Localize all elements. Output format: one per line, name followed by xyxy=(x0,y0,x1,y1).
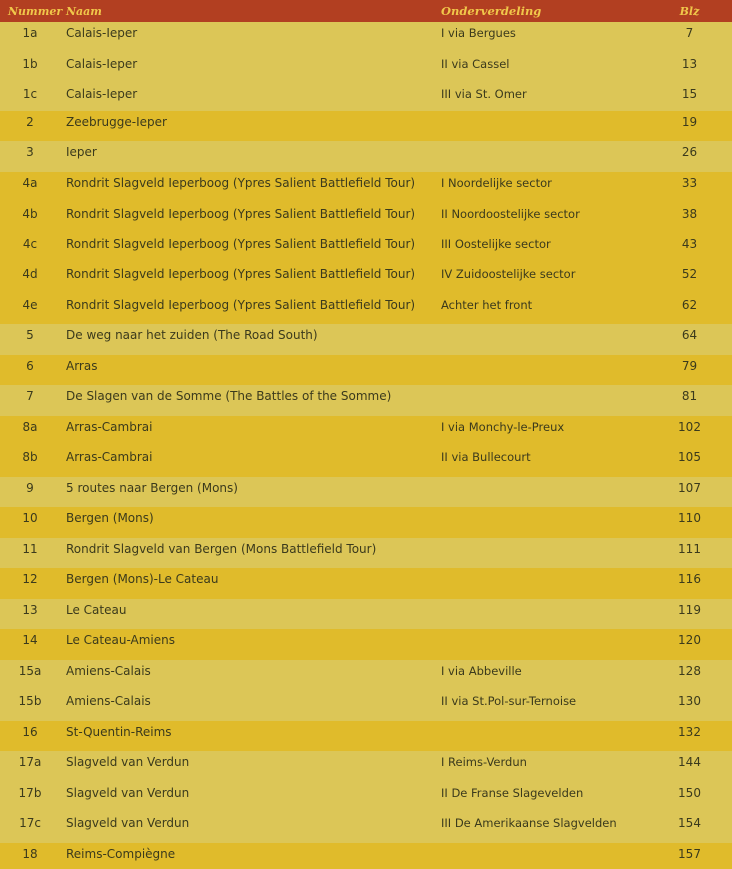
row-nummer: 4b xyxy=(22,207,38,221)
row-blz: 26 xyxy=(681,145,698,159)
table-row xyxy=(0,599,732,629)
row-onderverdeling: IV Zuidoostelijke sector xyxy=(441,267,576,281)
row-blz: 154 xyxy=(678,816,701,830)
row-onderverdeling: I Reims-Verdun xyxy=(441,755,527,769)
row-onderverdeling: III Oostelijke sector xyxy=(441,237,551,251)
table-row xyxy=(0,385,732,416)
row-naam: St-Quentin-Reims xyxy=(66,725,172,739)
row-onderverdeling: II De Franse Slagevelden xyxy=(441,786,584,800)
table-row xyxy=(0,538,732,568)
row-blz: 7 xyxy=(685,26,694,40)
row-nummer: 11 xyxy=(22,542,38,556)
row-onderverdeling: II Noordoostelijke sector xyxy=(441,207,580,221)
row-onderverdeling xyxy=(441,141,661,172)
row-naam: Rondrit Slagveld Ieperboog (Ypres Salient Battlefield Tour) xyxy=(66,267,416,281)
col-header-naam: Naam xyxy=(66,0,441,22)
row-nummer: 4a xyxy=(22,176,38,190)
table-row xyxy=(0,782,732,812)
row-blz: 64 xyxy=(681,328,698,342)
row-nummer: 13 xyxy=(22,603,38,617)
row-onderverdeling xyxy=(441,355,661,385)
row-naam: Le Cateau xyxy=(66,603,127,617)
table-row xyxy=(0,660,732,690)
table-row xyxy=(0,83,732,111)
table-row xyxy=(0,751,732,782)
row-blz: 105 xyxy=(678,450,701,464)
row-onderverdeling xyxy=(441,629,661,660)
row-nummer: 8a xyxy=(22,420,38,434)
row-blz: 150 xyxy=(678,786,701,800)
table-row xyxy=(0,22,732,53)
row-nummer: 16 xyxy=(22,725,38,739)
row-onderverdeling: I via Abbeville xyxy=(441,664,522,678)
row-onderverdeling xyxy=(441,843,661,869)
row-naam: Rondrit Slagveld Ieperboog (Ypres Salient Battlefield Tour) xyxy=(66,207,416,221)
table-row xyxy=(0,812,732,843)
row-naam: De weg naar het zuiden (The Road South) xyxy=(66,328,318,342)
row-onderverdeling: I Noordelijke sector xyxy=(441,176,552,190)
row-nummer: 4d xyxy=(22,267,38,281)
table-row xyxy=(0,843,732,869)
row-onderverdeling: I via Monchy-le-Preux xyxy=(441,420,565,434)
row-onderverdeling xyxy=(441,568,661,599)
table-row xyxy=(0,53,732,83)
row-naam: Arras-Cambrai xyxy=(66,420,153,434)
row-naam: Le Cateau-Amiens xyxy=(66,633,175,647)
row-naam: Calais-Ieper xyxy=(66,87,138,101)
row-nummer: 8b xyxy=(22,450,38,464)
row-naam: Slagveld van Verdun xyxy=(66,786,190,800)
table-row xyxy=(0,294,732,324)
row-onderverdeling xyxy=(441,111,661,141)
row-nummer: 15a xyxy=(18,664,42,678)
row-blz: 132 xyxy=(678,725,701,739)
row-onderverdeling xyxy=(441,477,661,507)
table-row xyxy=(0,263,732,294)
table-row xyxy=(0,172,732,203)
row-naam: Ieper xyxy=(66,145,97,159)
row-blz: 81 xyxy=(681,389,698,403)
row-blz: 111 xyxy=(678,542,701,556)
row-nummer: 17b xyxy=(18,786,42,800)
row-nummer: 2 xyxy=(26,115,34,129)
row-blz: 130 xyxy=(678,694,701,708)
row-blz: 144 xyxy=(678,755,701,769)
table-row xyxy=(0,233,732,263)
table-row xyxy=(0,568,732,599)
row-blz: 43 xyxy=(681,237,698,251)
row-nummer: 14 xyxy=(22,633,38,647)
row-onderverdeling xyxy=(441,538,661,568)
col-header-blz: Blz xyxy=(661,0,732,22)
row-nummer: 1b xyxy=(22,57,38,71)
table-row xyxy=(0,324,732,355)
row-naam: Calais-Ieper xyxy=(66,57,138,71)
table-row xyxy=(0,446,732,477)
row-blz: 33 xyxy=(681,176,698,190)
row-onderverdeling xyxy=(441,324,661,355)
row-naam: Bergen (Mons)-Le Cateau xyxy=(66,572,219,586)
row-naam: De Slagen van de Somme (The Battles of the Somme) xyxy=(66,389,392,403)
row-blz: 157 xyxy=(678,847,701,861)
row-naam: Arras-Cambrai xyxy=(66,450,153,464)
row-naam: Rondrit Slagveld Ieperboog (Ypres Salient Battlefield Tour) xyxy=(66,237,416,251)
row-naam: Rondrit Slagveld Ieperboog (Ypres Salient Battlefield Tour) xyxy=(66,298,416,312)
row-blz: 107 xyxy=(678,481,701,495)
row-nummer: 18 xyxy=(22,847,38,861)
row-naam: Arras xyxy=(66,359,98,373)
header-row xyxy=(0,0,732,22)
row-onderverdeling: Achter het front xyxy=(441,298,533,312)
row-onderverdeling: III via St. Omer xyxy=(441,87,527,101)
row-naam: Amiens-Calais xyxy=(66,694,151,708)
row-blz: 102 xyxy=(678,420,701,434)
row-nummer: 15b xyxy=(18,694,42,708)
table-row xyxy=(0,203,732,233)
row-blz: 52 xyxy=(681,267,698,281)
row-naam: Bergen (Mons) xyxy=(66,511,154,525)
row-onderverdeling xyxy=(441,721,661,751)
row-naam: Slagveld van Verdun xyxy=(66,816,190,830)
row-blz: 110 xyxy=(678,511,701,525)
row-nummer: 3 xyxy=(26,145,34,159)
row-nummer: 17a xyxy=(18,755,42,769)
row-naam: Reims-Compiègne xyxy=(66,847,176,861)
row-naam: Amiens-Calais xyxy=(66,664,151,678)
row-onderverdeling: II via Bullecourt xyxy=(441,450,531,464)
table-row xyxy=(0,690,732,721)
table-row xyxy=(0,629,732,660)
table-row xyxy=(0,141,732,172)
row-blz: 19 xyxy=(681,115,698,129)
row-onderverdeling: II via Cassel xyxy=(441,57,510,71)
row-blz: 38 xyxy=(681,207,698,221)
row-blz: 119 xyxy=(678,603,701,617)
row-blz: 62 xyxy=(681,298,698,312)
row-nummer: 17c xyxy=(19,816,41,830)
row-blz: 15 xyxy=(681,87,698,101)
row-onderverdeling: III De Amerikaanse Slagvelden xyxy=(441,816,617,830)
table-row xyxy=(0,721,732,751)
row-blz: 128 xyxy=(678,664,701,678)
row-onderverdeling: I via Bergues xyxy=(441,26,516,40)
row-blz: 120 xyxy=(678,633,701,647)
row-blz: 79 xyxy=(681,359,698,373)
row-onderverdeling xyxy=(441,599,661,629)
col-header-nummer: Nummer xyxy=(0,0,66,22)
row-blz: 116 xyxy=(678,572,701,586)
table-row xyxy=(0,416,732,446)
row-nummer: 4e xyxy=(22,298,38,312)
row-naam: Calais-Ieper xyxy=(66,26,138,40)
row-nummer: 7 xyxy=(26,389,34,403)
row-nummer: 5 xyxy=(26,328,34,342)
row-naam: Zeebrugge-Ieper xyxy=(66,115,167,129)
row-nummer: 10 xyxy=(22,511,38,525)
row-blz: 13 xyxy=(681,57,698,71)
row-nummer: 4c xyxy=(22,237,38,251)
row-nummer: 12 xyxy=(22,572,38,586)
row-nummer: 6 xyxy=(26,359,34,373)
row-nummer: 1a xyxy=(22,26,38,40)
table-row xyxy=(0,355,732,385)
row-nummer: 1c xyxy=(22,87,38,101)
col-header-onderverdeling: Onderverdeling xyxy=(441,0,661,22)
row-onderverdeling xyxy=(441,385,661,416)
row-naam: 5 routes naar Bergen (Mons) xyxy=(66,481,238,495)
row-nummer: 9 xyxy=(26,481,34,495)
row-naam: Rondrit Slagveld van Bergen (Mons Battlefield Tour) xyxy=(66,542,377,556)
row-onderverdeling xyxy=(441,507,661,538)
row-naam: Rondrit Slagveld Ieperboog (Ypres Salient Battlefield Tour) xyxy=(66,176,416,190)
table-row xyxy=(0,111,732,141)
row-onderverdeling: II via St.Pol-sur-Ternoise xyxy=(441,694,577,708)
table-row xyxy=(0,507,732,538)
row-naam: Slagveld van Verdun xyxy=(66,755,190,769)
table-row xyxy=(0,477,732,507)
